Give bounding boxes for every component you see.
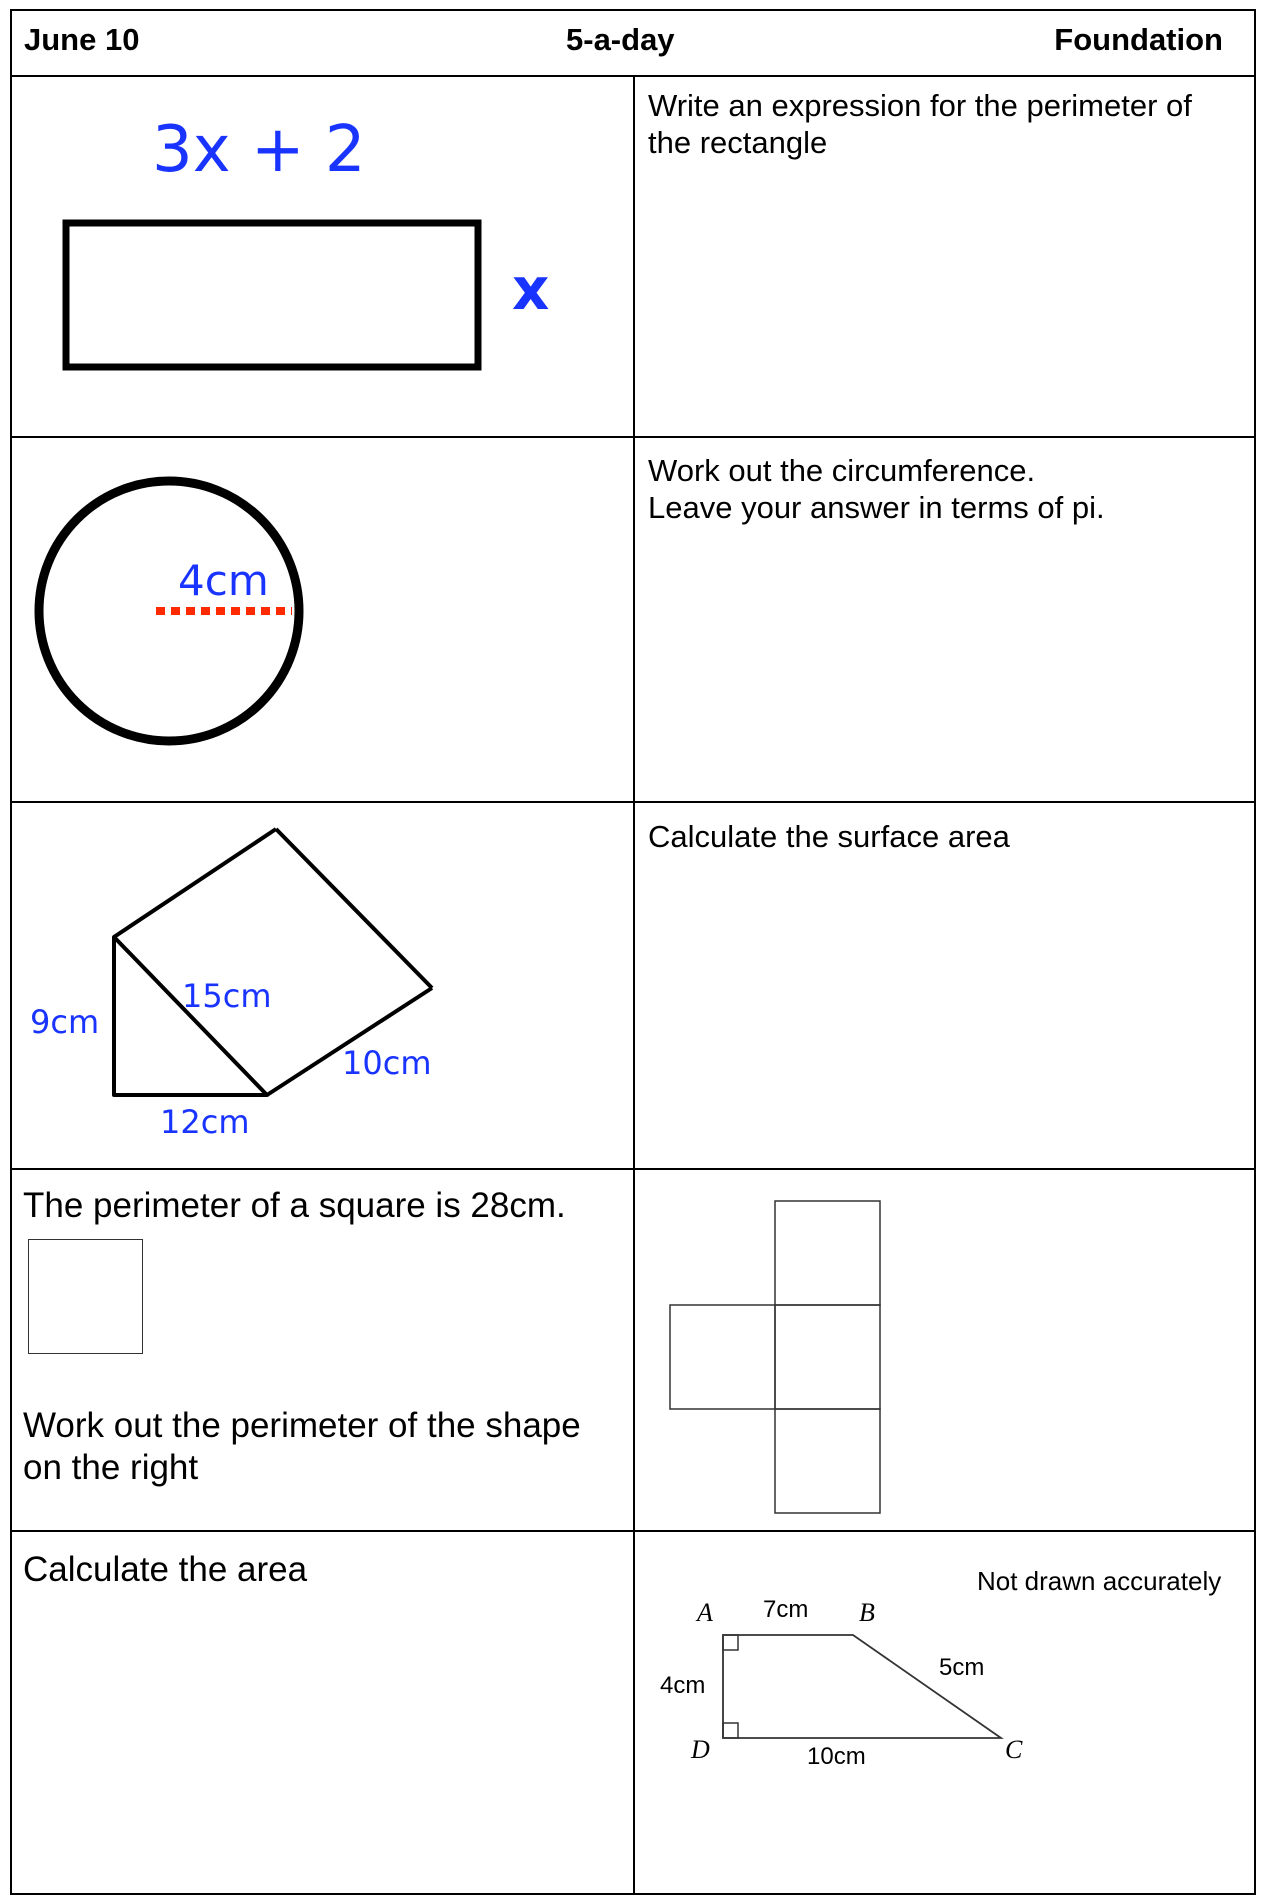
q2-radius-label: 4cm	[178, 556, 269, 605]
q3-top-edge	[114, 829, 276, 937]
q5-right-angle-a	[723, 1635, 738, 1650]
q4-square	[28, 1239, 143, 1354]
q5-vertex-a: A	[697, 1598, 713, 1627]
q5-right-angle-d	[723, 1723, 738, 1738]
q2-circle-diagram	[12, 438, 632, 800]
q4-cross-shape	[635, 1170, 1255, 1530]
q3-base-label: 12cm	[160, 1103, 250, 1141]
q5-trapezium	[723, 1635, 1001, 1738]
q4-net-square	[670, 1305, 775, 1409]
q3-prism-diagram	[12, 803, 632, 1167]
q5-bottom-label: 10cm	[807, 1743, 866, 1770]
header-level: Foundation	[1054, 22, 1223, 57]
q3-length-label: 10cm	[342, 1044, 432, 1082]
q5-note: Not drawn accurately	[977, 1566, 1222, 1596]
header-title: 5-a-day	[566, 22, 675, 57]
q1-rectangle	[66, 223, 478, 367]
header-date: June 10	[24, 22, 140, 57]
q5-vertex-c: C	[1005, 1735, 1023, 1764]
q5-instruction: Calculate the area	[23, 1550, 308, 1589]
q3-back-edge	[276, 829, 432, 988]
q3-height-label: 9cm	[30, 1003, 100, 1041]
q2-circle	[39, 481, 299, 741]
q4-statement: The perimeter of a square is 28cm.	[23, 1186, 566, 1225]
q2-instruction-line2: Leave your answer in terms of pi.	[648, 490, 1105, 525]
q1-rectangle-diagram	[12, 77, 632, 435]
q3-instruction: Calculate the surface area	[648, 819, 1010, 854]
q1-length-label: 3x + 2	[152, 113, 366, 187]
q5-vertex-b: B	[859, 1598, 875, 1627]
q5-trapezium-diagram	[635, 1532, 1255, 1894]
q2-instruction-line1: Work out the circumference.	[648, 453, 1036, 488]
q5-vertex-d: D	[691, 1735, 710, 1764]
q3-triangle-face	[114, 937, 267, 1095]
q1-instruction: Write an expression for the perimeter of the rectangle	[648, 88, 1192, 160]
q5-slant-label: 5cm	[939, 1654, 985, 1681]
q1-width-label: x	[512, 255, 550, 323]
q4-net-square	[775, 1305, 880, 1409]
q4-net-square	[775, 1409, 880, 1513]
q4-instruction: Work out the perimeter of the shape on the right	[23, 1406, 581, 1487]
q3-hypotenuse-label: 15cm	[182, 977, 272, 1015]
q4-net-square	[775, 1201, 880, 1305]
q5-top-label: 7cm	[763, 1596, 809, 1623]
q5-side-label: 4cm	[660, 1672, 706, 1699]
